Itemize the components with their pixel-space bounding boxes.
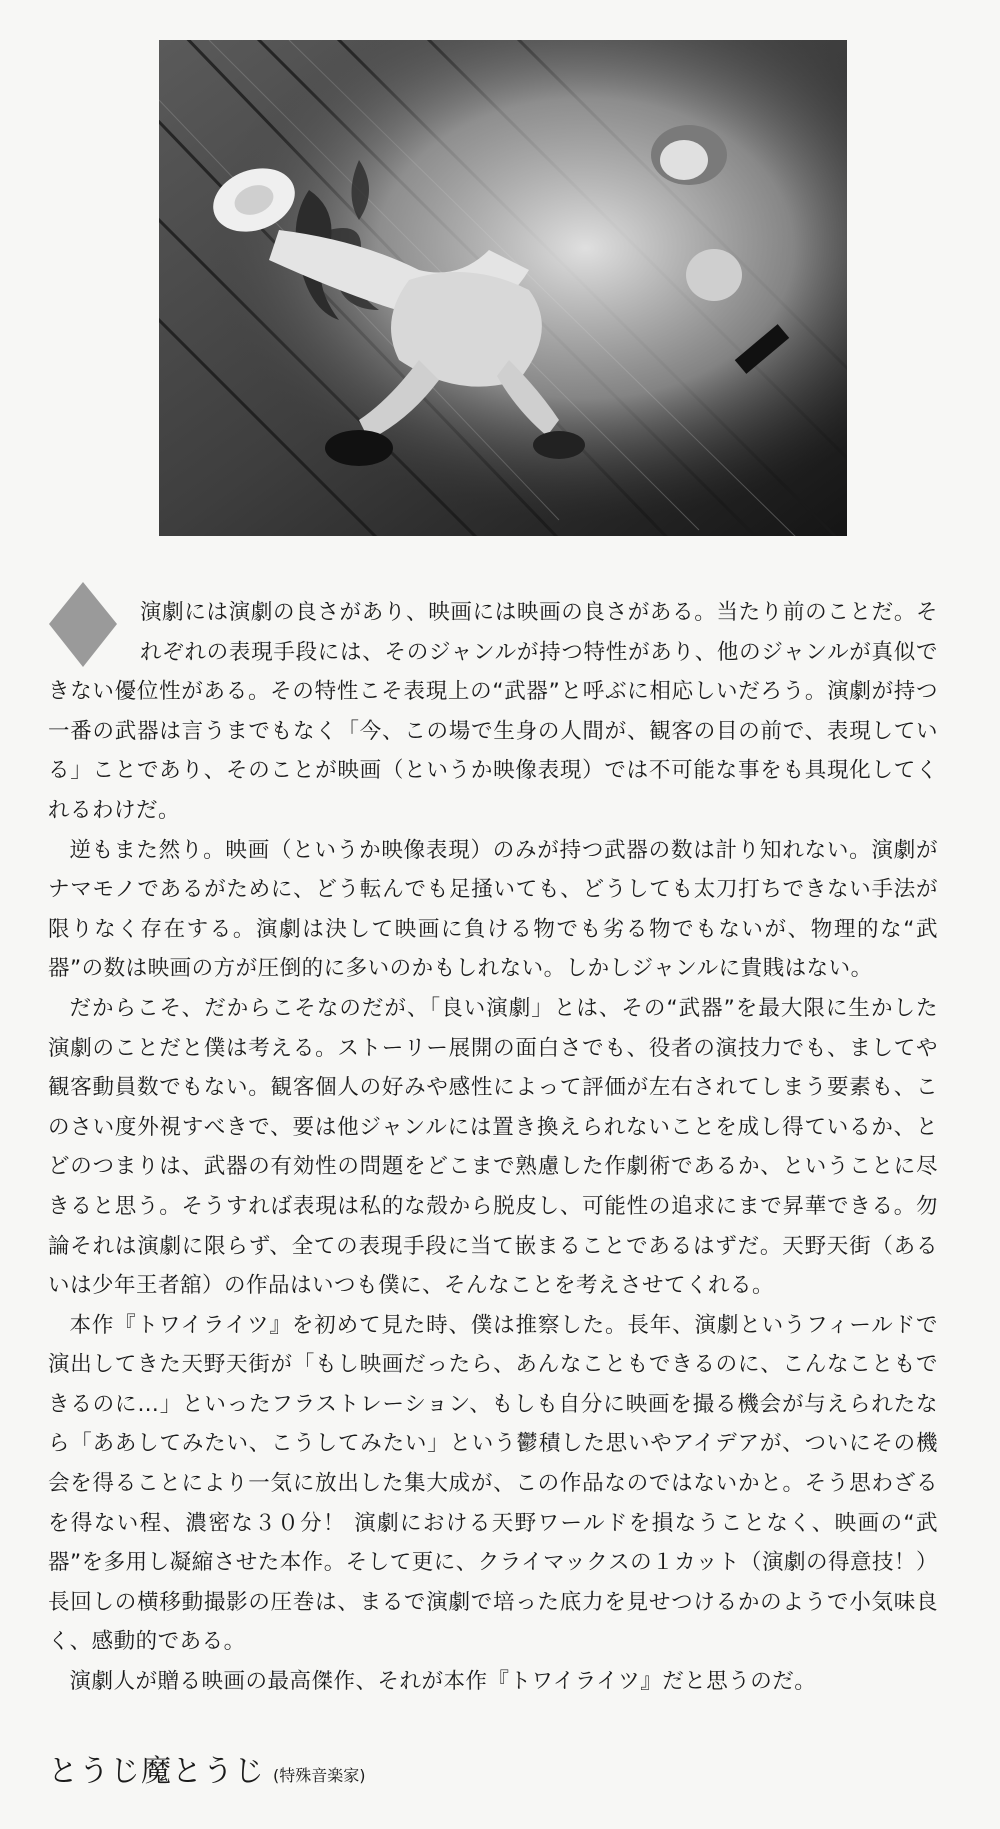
article-paragraph: 逆もまた然り。映画（というか映像表現）のみが持つ武器の数は計り知れない。演劇がナマモノであるがために、どう転んでも足掻いても、どうしても太刀打ちできない手法が限りなく存在する。演劇は決して映画に負ける物でも劣る物でもないが、物理的な“武器”の数は映画の方が圧倒的に多いのかもしれない。しかしジャンルに貴賎はない。 [48,837,938,982]
article-body [48,593,938,1702]
article-paragraph: 演劇には演劇の良さがあり、映画には映画の良さがある。当たり前のことだ。それぞれの表現手段には、そのジャンルが持つ特性があり、他のジャンルが真似できない優位性がある。その特性こそ表現上の“武器”と呼ぶに相応しいだろう。演劇が持つ一番の武器は言うまでもなく「今、この場で生身の人間が、観客の目の前で、表現している」ことであり、そのことが映画（というか映像表現）では不可能な事をも具現化してくれるわけだ。 [48,600,938,823]
photo [159,40,847,536]
author-signature [48,1746,366,1790]
article-paragraph: 本作『トワイライツ』を初めて見た時、僕は推察した。長年、演劇というフィールドで演出してきた天野天街が「もし映画だったら、あんなこともできるのに、こんなこともできるのに…」といったフラストレーション、もしも自分に映画を撮る機会が与えられたなら「ああしてみたい、こうしてみたい」という鬱積した思いやアイデアが、ついにその機会を得ることにより一気に放出した集大成が、この作品なのではないかと。そう思わざるを得ない程、濃密な３０分！ 演劇における天野ワールドを損なうことなく、映画の“武器”を多用し凝縮させた本作。そして更に、クライマックスの１カット（演劇の得意技！）長回しの横移動撮影の圧巻は、まるで演劇で培った底力を見せつけるかのようで小気味良く、感動的である。 [48,1312,938,1655]
author-role: (特殊音楽家) [273,1766,366,1785]
article-paragraph: 演劇人が贈る映画の最高傑作、それが本作『トワイライツ』だと思うのだ。 [69,1669,817,1695]
author-name: とうじ魔とうじ [48,1754,265,1789]
photo-of-figures-lying-on-wooden-floor-icon [159,40,847,536]
article-paragraph: だからこそ、だからこそなのだが、「良い演劇」とは、その“武器”を最大限に生かした演劇のことだと僕は考える。ストーリー展開の面白さでも、役者の演技力でも、ましてや観客動員数でもない。観客個人の好みや感性によって評価が左右されてしまう要素も、このさい度外視すべきで、要は他ジャンルには置き換えられないことを成し得ているか、とどのつまりは、武器の有効性の問題をどこまで熟慮した作劇術であるか、ということに尽きると思う。そうすれば表現は私的な殻から脱皮し、可能性の追求にまで昇華できる。勿論それは演劇に限らず、全ての表現手段に当て嵌まることであるはずだ。天野天街（あるいは少年王者舘）の作品はいつも僕に、そんなことを考えさせてくれる。 [48,995,938,1299]
